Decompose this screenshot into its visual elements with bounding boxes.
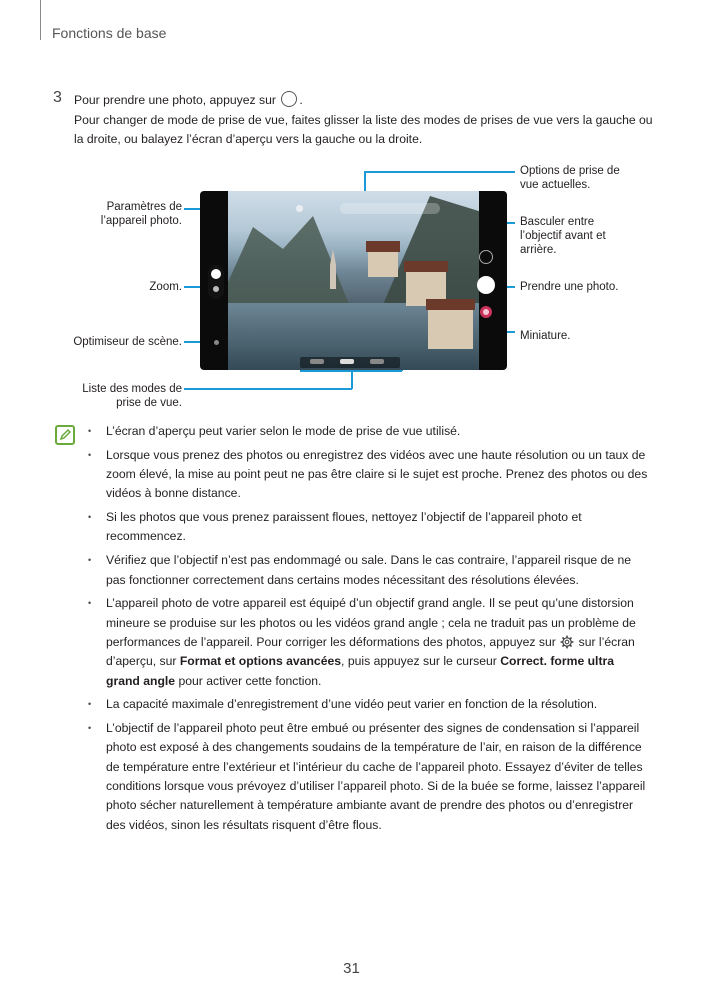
shooting-mode-list[interactable] <box>300 357 400 368</box>
camera-preview[interactable] <box>228 191 479 370</box>
switch-camera-icon[interactable] <box>479 250 493 264</box>
house <box>428 309 473 349</box>
zoom-wide-icon[interactable] <box>211 269 221 279</box>
church-spire <box>330 249 336 289</box>
list-item: • Vérifiez que l’objectif n’est pas endommagé ou sale. Dans le cas contraire, l’appareil risque de ne pas fonctionner correctement dans certains modes nécessitant des résolutions élevées. <box>88 551 651 590</box>
callout-line <box>351 370 353 389</box>
step-number: 3 <box>53 89 62 106</box>
label-current-options: Options de prise de vue actuelles. <box>520 165 620 191</box>
quick-options-bar[interactable] <box>340 203 440 214</box>
mode-item[interactable] <box>370 359 384 364</box>
list-item: • L’écran d’aperçu peut varier selon le mode de prise de vue utilisé. <box>88 422 651 441</box>
label-take-photo: Prendre une photo. <box>520 281 619 293</box>
thumbnail-preview[interactable] <box>480 306 492 318</box>
label-thumbnail: Miniature. <box>520 330 571 342</box>
list-item: • Si les photos que vous prenez paraissent floues, nettoyez l’objectif de l’appareil photo et recommencez. <box>88 508 651 547</box>
label-mode-list: Liste des modes de prise de vue. <box>82 383 182 409</box>
page-number: 31 <box>343 960 360 977</box>
label-switch-camera: Basculer entre l’objectif avant et arrière. <box>520 216 606 256</box>
step-instruction: Pour prendre une photo, appuyez sur . <box>74 93 303 107</box>
gear-icon <box>560 635 574 649</box>
shutter-button-icon <box>281 91 297 107</box>
pencil-note-icon <box>55 425 75 445</box>
settings-gear-icon[interactable] <box>296 205 303 212</box>
callout-line <box>364 171 515 173</box>
shutter-button[interactable] <box>477 276 495 294</box>
roof <box>426 299 475 310</box>
label-zoom: Zoom. <box>149 281 182 293</box>
list-item: • L’appareil photo de votre appareil est équipé d’un objectif grand angle. Il se peut qu’une distorsion mineure se produise sur les photos ou les vidéos grand angle ; cela ne traduit pas un problème de performances de l’appareil. Pour corriger les déformations des photos, appuyez sur sur l’écran d’aperçu, sur Format et options avancées, puis appuyez sur le curseur Correct. forme ultra grand angle pour activer cette fonction. <box>88 594 651 690</box>
list-item: • L’objectif de l’appareil photo peut être embué ou présenter des signes de condensation si l’appareil photo est exposé à des changements soudains de la température de l’air, en raison de la différence de température entre l’extérieur et l’intérieur du cache de l’appareil photo. Essayez d’éviter de telles conditions lorsque vous prévoyez d’utiliser l’appareil photo. Si de la buée se forme, laissez l’appareil photo sécher naturellement à température ambiante avant de prendre des photos ou d’enregistrer des vidéos, sinon les résultats risquent d’être flous. <box>88 719 651 835</box>
callout-line <box>184 388 352 390</box>
house <box>368 251 398 277</box>
label-scene-optimizer: Optimiseur de scène. <box>73 336 182 348</box>
step-description: Pour changer de mode de prise de vue, faites glisser la liste des modes de prises de vue vers la gauche ou la droite, ou balayez l’écran d’aperçu vers la gauche ou la droite. <box>74 113 653 146</box>
section-title: Fonctions de base <box>52 25 167 41</box>
zoom-ultrawide-icon[interactable] <box>213 286 219 292</box>
list-item: • La capacité maximale d’enregistrement d’une vidéo peut varier en fonction de la résolution. <box>88 695 651 714</box>
callout-line <box>300 370 402 372</box>
margin-rule <box>40 0 41 40</box>
notes-list <box>88 422 651 839</box>
camera-screenshot <box>200 191 507 370</box>
roof <box>366 241 400 252</box>
roof <box>404 261 448 272</box>
label-camera-settings: Paramètres de l’appareil photo. <box>100 201 182 227</box>
scene-optimizer-icon[interactable] <box>214 340 219 345</box>
list-item: • Lorsque vous prenez des photos ou enregistrez des vidéos avec une haute résolution ou un taux de zoom élevé, la mise au point peut ne pas être claire si le sujet est proche. Prenez des photos ou des vidéos à bonne distance. <box>88 446 651 504</box>
mode-item[interactable] <box>310 359 324 364</box>
mode-item-selected[interactable] <box>340 359 354 364</box>
zoom-control[interactable] <box>208 265 224 299</box>
